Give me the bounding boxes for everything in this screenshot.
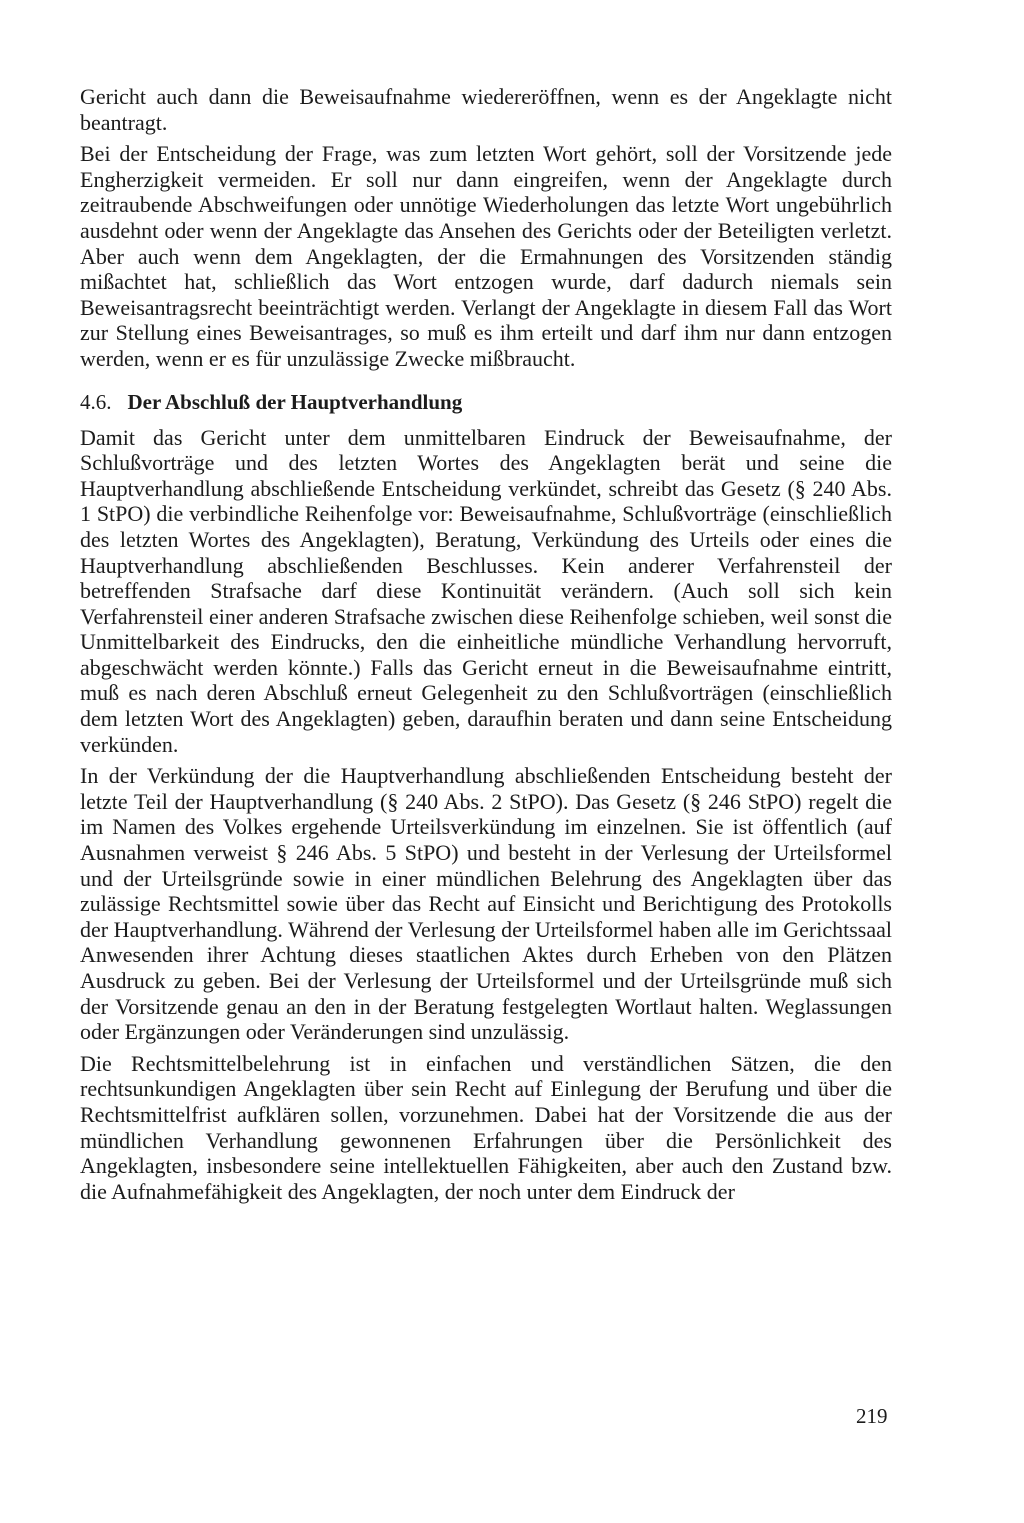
section-title: Der Abschluß der Hauptverhandlung bbox=[127, 389, 463, 414]
paragraph: Damit das Gericht unter dem unmittelbaren Eindruck der Beweisaufnahme, der Schlußvorträge und des letzten Wortes des Angeklagten berät und seine die Hauptverhandlung abschließende Entscheidung verkündet, schreibt das Gesetz (§ 240 Abs. 1 StPO) die verbindliche Reihenfolge vor: Beweisaufnahme, Schlußvorträge (einschließlich des letzten Wortes des Angeklagten), Beratung, Verkündung des Urteils oder eines die Hauptverhandlung abschließenden Beschlusses. Kein anderer Verfahrensteil der betreffenden Strafsache darf diese Kontinuität verändern. (Auch soll sich kein Verfahrensteil einer anderen Strafsache zwischen diese Reihenfolge schieben, weil sonst die Unmittelbarkeit des Eindrucks, den die einheitliche mündliche Verhandlung hervorruft, abgeschwächt werden könnte.) Falls das Gericht erneut in die Beweisaufnahme eintritt, muß es nach deren Abschluß erneut Gelegenheit zu den Schlußvorträgen (einschließlich dem letzten Wort des Angeklagten) geben, daraufhin beraten und dann seine Entscheidung verkünden. bbox=[80, 424, 892, 757]
paragraph: In der Verkündung der die Hauptverhandlung abschließenden Entscheidung besteht der letzte Teil der Hauptverhandlung (§ 240 Abs. 2 StPO). Das Gesetz (§ 246 StPO) regelt die im Namen des Volkes ergehende Urteilsverkündung im einzelnen. Sie ist öffentlich (auf Ausnahmen verweist § 246 Abs. 5 StPO) und besteht in der Verlesung der Urteilsformel und der Urteilsgründe sowie in einer mündlichen Belehrung des Angeklagten über das zulässige Rechtsmittel sowie über das Recht auf Einsicht und Berichtigung des Protokolls der Hauptverhandlung. Während der Verlesung der Urteilsformel haben alle im Gerichtssaal Anwesenden ihrer Achtung dieses staatlichen Aktes durch Erheben von den Plätzen Ausdruck zu geben. Bei der Verlesung der Urteilsformel und der Urteilsgründe muß sich der Vorsitzende genau an den in der Beratung festgelegten Wortlaut halten. Weglassungen oder Ergänzungen oder Veränderungen sind unzulässig. bbox=[80, 763, 892, 1045]
section-number: 4.6. bbox=[80, 389, 112, 414]
paragraph: Bei der Entscheidung der Frage, was zum letzten Wort gehört, soll der Vorsitzende jede Engherzigkeit vermeiden. Er soll nur dann eingreifen, wenn der Angeklagte durch zeitraubende Abschweifungen oder unnötige Wiederholungen das letzte Wort ungebührlich ausdehnt oder wenn der Angeklagte das Ansehen des Gerichts oder der Beteiligten verletzt. Aber auch wenn dem Angeklagten, der die Ermahnungen des Vorsitzenden ständig mißachtet hat, schließlich das Wort entzogen wurde, darf dadurch niemals sein Beweisantragsrecht beeinträchtigt werden. Verlangt der Angeklagte in diesem Fall das Wort zur Stellung eines Beweisantrages, so muß es ihm erteilt und darf ihm nur dann entzogen werden, wenn er es für unzulässige Zwecke mißbraucht. bbox=[80, 141, 892, 371]
page-body bbox=[80, 84, 892, 1204]
paragraph: Gericht auch dann die Beweisaufnahme wiedereröffnen, wenn es der Angeklagte nicht beantragt. bbox=[80, 84, 892, 135]
paragraph: Die Rechtsmittelbelehrung ist in einfachen und verständlichen Sätzen, die den rechtsunkundigen Angeklagten über sein Recht auf Einlegung der Berufung und über die Rechtsmittelfrist aufklären sollen, vorzunehmen. Dabei hat der Vorsitzende die aus der mündlichen Verhandlung gewonnenen Erfahrungen über die Persönlichkeit des Angeklagten, insbesondere seine intellektuellen Fähigkeiten, aber auch den Zustand bzw. die Aufnahmefähigkeit des Angeklagten, der noch unter dem Eindruck der bbox=[80, 1050, 892, 1204]
section-heading bbox=[80, 390, 892, 415]
page-number: 219 bbox=[856, 1404, 888, 1428]
